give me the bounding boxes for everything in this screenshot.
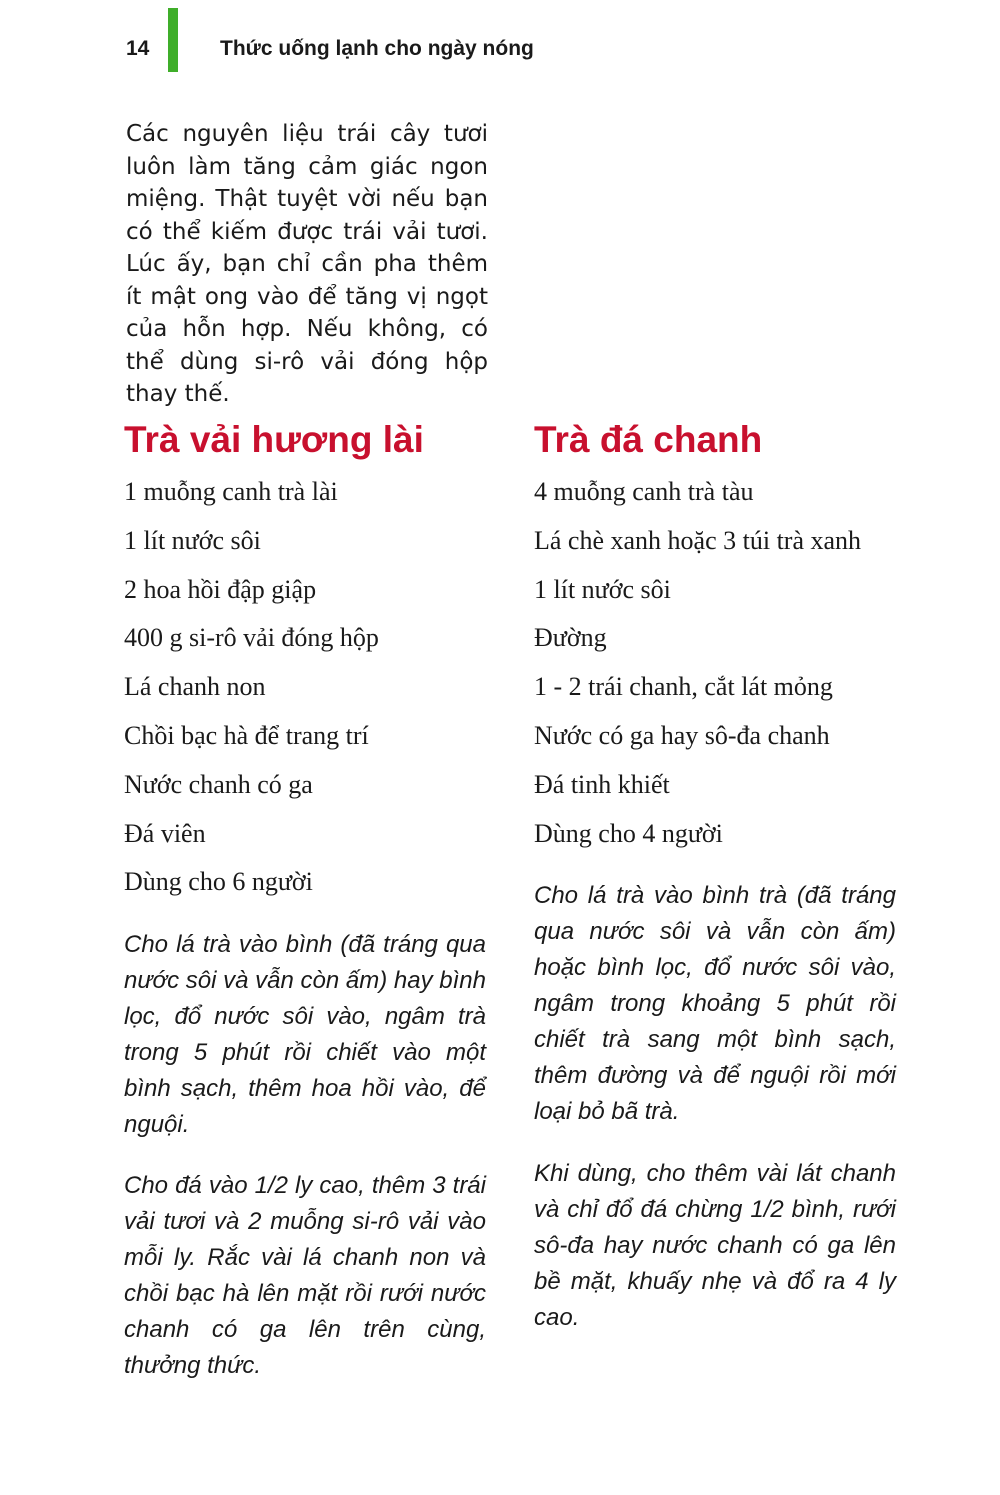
instruction-step: Cho đá vào 1/2 ly cao, thêm 3 trái vải tươi và 2 muỗng si-rô vải vào mỗi ly. Rắc vài lá chanh non và chồi bạc hà lên mặt rồi rưới nước chanh có ga lên trên cùng, thưởng thức.: [124, 1172, 486, 1380]
ingredient-item: 1 muỗng canh trà lài: [124, 477, 338, 506]
ingredient-item: 400 g si-rô vải đóng hộp: [124, 623, 379, 653]
instruction-step: Cho lá trà vào bình trà (đã tráng qua nước sôi và vẫn còn ấm) hoặc bình lọc, đổ nước sôi vào, ngâm trong khoảng 5 phút rồi chiết trà sang một bình sạch, thêm đường và để nguội rồi mới loại bỏ bã trà.: [534, 882, 896, 1126]
page-number: 14: [126, 37, 150, 60]
running-title: Thức uống lạnh cho ngày nóng: [220, 37, 534, 60]
ingredient-item: 1 lít nước sôi: [124, 525, 261, 555]
ingredient-item: 4 muỗng canh trà tàu: [534, 477, 754, 506]
ingredient-item: Lá chanh non: [124, 672, 266, 702]
recipe-lychee-jasmine-tea: [124, 418, 486, 1384]
instruction-step: Khi dùng, cho thêm vài lát chanh và chỉ đổ đá chừng 1/2 bình, rưới sô-đa hay nước chanh có ga lên bề mặt, khuấy nhẹ và đổ ra 4 ly cao.: [534, 1160, 896, 1332]
ingredient-list: [124, 468, 486, 907]
ingredient-item: Đường: [534, 623, 607, 653]
intro-paragraph: Các nguyên liệu trái cây tươi luôn làm tăng cảm giác ngon miệng. Thật tuyệt vời nếu bạn có thể kiếm được trái vải tươi. Lúc ấy, bạn chỉ cần pha thêm ít mật ong vào để tăng vị ngọt của hỗn hợp. Nếu không, có thể dùng si-rô vải đóng hộp thay thế.: [126, 121, 488, 407]
ingredient-item: 1 - 2 trái chanh, cắt lát mỏng: [534, 672, 833, 702]
recipe-title: Trà vải hương lài: [124, 419, 424, 460]
servings: Dùng cho 6 người: [124, 867, 313, 897]
recipe-iced-lemon-tea: [534, 418, 896, 1336]
ingredient-list: [534, 468, 896, 858]
instruction-step: Cho lá trà vào bình (đã tráng qua nước sôi và vẫn còn ấm) hay bình lọc, đổ nước sôi vào, ngâm trà trong 5 phút rồi chiết vào một bình sạch, thêm hoa hồi vào, để nguội.: [124, 931, 486, 1139]
ingredient-item: Nước có ga hay sô-đa chanh: [534, 720, 830, 750]
header-accent-bar: [168, 8, 178, 72]
ingredient-item: 1 lít nước sôi: [534, 574, 671, 604]
ingredient-item: Chồi bạc hà để trang trí: [124, 720, 369, 750]
ingredient-item: Nước chanh có ga: [124, 769, 313, 799]
ingredient-item: Đá viên: [124, 818, 206, 848]
servings: Dùng cho 4 người: [534, 818, 723, 848]
ingredient-item: Đá tinh khiết: [534, 769, 670, 799]
recipe-title: Trà đá chanh: [534, 419, 763, 460]
ingredient-item: 2 hoa hồi đập giập: [124, 574, 317, 604]
ingredient-item: Lá chè xanh hoặc 3 túi trà xanh: [534, 525, 862, 555]
